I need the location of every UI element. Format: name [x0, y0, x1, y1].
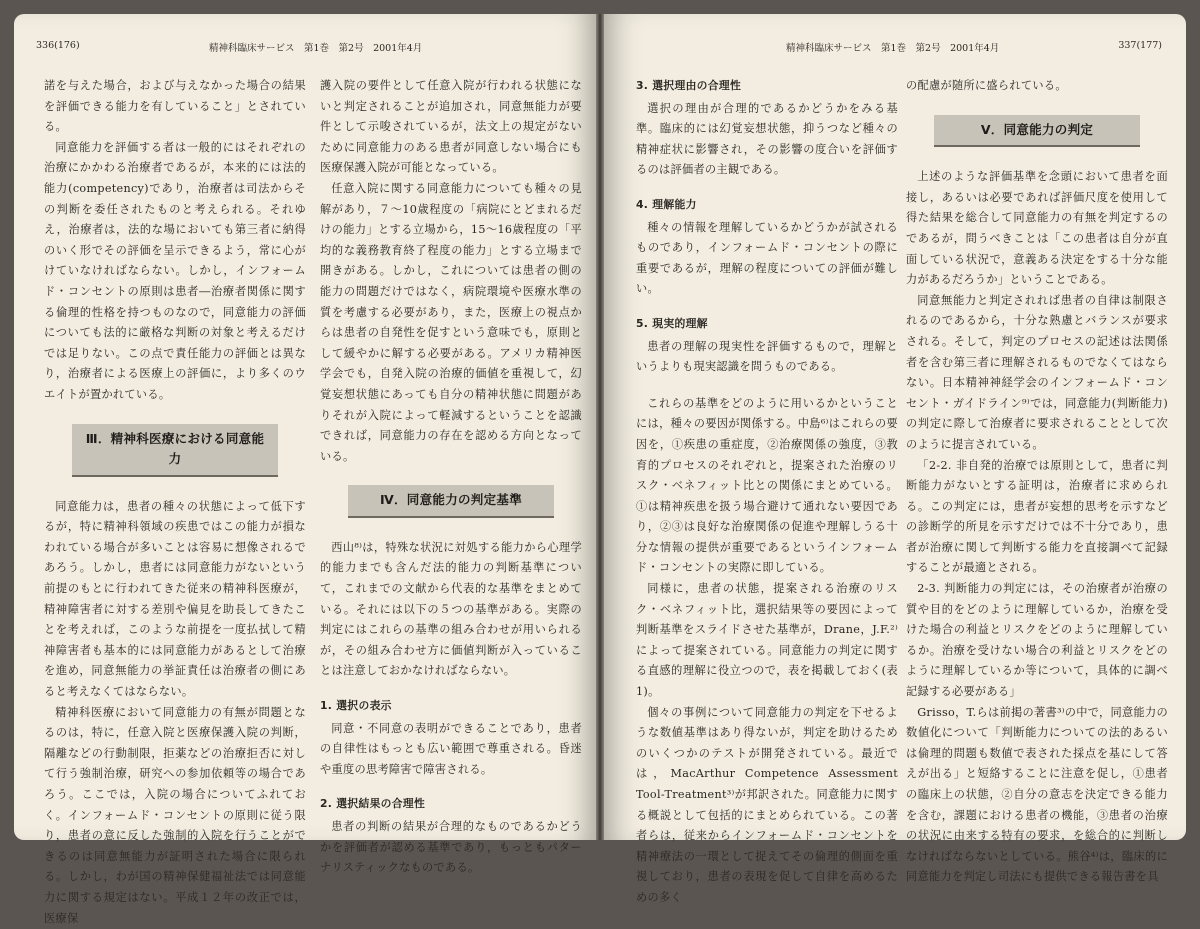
paragraph: 同意・不同意の表明ができることであり，患者の自律性はもっとも広い範囲で尊重される。昏迷や重度の思考障害で障害される。: [320, 721, 582, 776]
text-column-1: [44, 76, 306, 929]
paragraph: 同意無能力と判定されれば患者の自律は制限されるのであるから，十分な熟慮とバランスが要求される。そして，判定のプロセスの記述は法関係者を含む第三者に理解されるものでなくてはならない。日本精神神経学会のインフォームド・コンセント・ガイドライン⁹⁾では，同意能力(判断能力)の判定に際して治療者に要求されることとして次のように提言されている。: [906, 293, 1168, 451]
paragraph-gap: [636, 378, 898, 394]
paragraph: 種々の情報を理解しているかどうかが試されるものであり，インフォームド・コンセントの際に重要であるが，理解の程度についての評価が難しい。: [636, 220, 898, 296]
paragraph: 精神科医療において同意能力の有無が問題となるのは，特に，任意入院と医療保護入院の判断，隔離などの行動制限，拒薬などの治療拒否に対して行う強制治療，研究への参加依頼等の場合であろう。ここでは，入院の場合についてふれておく。インフォームド・コンセントの原則に従う限り，患者の意に反した強制的入院を行うことができるのは同意無能力が証明された場合に限られる。しかし，わが国の精神保健福祉法では同意能力に関する規定はない。平成１２年の改正では，医療保: [44, 705, 306, 925]
paragraph: 西山⁸⁾は，特殊な状況に対処する能力から心理学的能力までも含んだ法的能力の判断基準について，これまでの文献から代表的な基準をまとめている。それには以下の５つの基準がある。実際の判定にはこれらの基準の組み合わせが用いられるが，その組み合わせ方に価値判断が入っていることは注意しておかなければならない。: [320, 540, 582, 678]
paragraph: 護入院の要件として任意入院が行われる状態にないと判定されることが追加され，同意無能力が要件として示唆されているが，法文上の規定がないために同意能力のある患者が同意しない場合にも医療保護入院が可能となっている。: [320, 79, 582, 175]
paragraph: これらの基準をどのように用いるかということには，種々の要因が関係する。中島⁶⁾はこれらの要因を，①疾患の重症度，②治療関係の強度，③教育的プロセスのそれぞれと，提案された治療のリスク・ベネフィット比との関係にまとめている。①は精神疾患を扱う場合避けて通れない要因であり，②③は良好な治療関係の促進や理解しうる十分な情報の提供が重要であるというインフォームド・コンセントの実際に即している。: [636, 396, 898, 575]
paragraph: 上述のような評価基準を念頭において患者を面接し，あるいは必要であれば評価尺度を使用して得た結果を総合して同意能力の有無を判定するのであるが，問うべきことは「この患者は自分が直面している状況で，意義ある決定をする十分な能力があるだろうか」ということである。: [906, 170, 1168, 287]
subsection-heading: 3. 選択理由の合理性: [636, 79, 742, 92]
page-number: 336(176): [36, 40, 80, 51]
text-column-2: [906, 76, 1168, 888]
book-gutter: [596, 14, 604, 840]
paragraph: Grisso，T.らは前掲の著書³⁾の中で，同意能力の数値化について「判断能力についての法的あるいは倫理的問題も数値で表された採点を基にして答えが出る」と短絡することに注意を促し，①患者の臨床上の状態，②自分の意志を決定できる能力を含む，課題における患者の機能，③患者の治療の状況に由来する特有の要求，を総合的に判断しなければならないとしている。熊谷⁴⁾は，臨床的に同意能力を判定し司法にも提供できる報告書を具: [906, 705, 1168, 884]
paragraph: 同意能力は，患者の種々の状態によって低下するが，特に精神科領域の疾患ではこの能力が損なわれている場合が多いことは容易に想像されるであろう。しかし，患者には同意能力がないという前提のもとに行われてきた従来の精神科医療が，精神障害者に対する差別や偏見を助長してきたことを考えれば，このような前提を一度払拭して精神障害者も基本的には同意能力があるとして治療を進め，同意無能力の挙証責任は治療者の側にあると考えなくてはならない。: [44, 499, 306, 699]
subsection-heading: 2. 選択結果の合理性: [320, 797, 426, 811]
subsection-heading: 5. 現実的理解: [636, 316, 708, 330]
subsection-heading: 4. 理解能力: [636, 197, 697, 211]
text-column-1: [636, 76, 898, 909]
paragraph: 2-3. 判断能力の判定には，その治療者が治療の質や目的をどのように理解しているか，治療を受けた場合の利益とリスクをどのように理解しているか。治療を受けない場合の利益とリスクをどのように理解しているか等について，具体的に調べ記録する必要がある」: [906, 582, 1168, 699]
running-header: 精神科臨床サービス 第1巻 第2号 2001年4月: [209, 43, 423, 54]
section-heading: Ⅴ．同意能力の判定: [934, 115, 1140, 148]
paragraph: 個々の事例について同意能力の判定を下せるような数値基準はあり得ないが，判定を助けるためのいくつかのテストが開発されている。最近では，MacArthur Competence Assessment Tool-Treatment³⁾が邦訳された。同意能力に関する概説として包括的にまとめられている。この著者らは，従来からインフォームド・コンセントを精神療法の一環として捉えてその倫理的側面を重視しており，患者の表現を促して自律を高めるための多く: [636, 705, 898, 904]
right-page: [604, 14, 1186, 904]
paragraph: 患者の理解の現実性を評価するもので，理解というよりも現実認識を問うものである。: [636, 339, 898, 374]
paragraph: の配慮が随所に盛られている。: [906, 79, 1067, 92]
subsection-heading: 1. 選択の表示: [320, 699, 392, 713]
paragraph: 同意能力を評価する者は一般的にはそれぞれの治療にかかわる治療者であるが，本来的には法的能力(competency)であり，治療者は司法からその判断を委任されたものと考えられる。それゆえ，治療者は，法的な場においても第三者に納得のいく形でその評価を呈示できるよう，常に心がけていなければならない。しかし，インフォームド・コンセントの原則は患者―治療者関係に関する倫理的性格を持つものなので，同意能力の評価についても法的に厳格な判断の対象と考えるだけでは足りない。この点で責任能力の評価とは異なり，治療者による医療上の評価に，より多くのウエイトが置かれている。: [44, 140, 306, 401]
paragraph: 患者の判断の結果が合理的なものであるかどうかを評価者が認める基準であり，もっともパターナリスティックなものである。: [320, 820, 582, 875]
text-column-2: [320, 76, 582, 879]
paragraph: 諾を与えた場合，および与えなかった場合の結果を評価できる能力を有していること」とされている。: [44, 79, 306, 134]
section-heading: Ⅳ．同意能力の判定基準: [348, 485, 554, 518]
page-number: 337(177): [1118, 40, 1162, 51]
running-header: 精神科臨床サービス 第1巻 第2号 2001年4月: [786, 43, 1000, 54]
paragraph: 選択の理由が合理的であるかどうかをみる基準。臨床的には幻覚妄想状態，抑うつなど種々の精神症状に影響され，その影響の度合いを評価するのは評価者の主観である。: [636, 101, 898, 177]
paragraph: 任意入院に関する同意能力についても種々の見解があり，７～10歳程度の「病院にとどまれるだけの能力」とする立場から，15～16歳程度の「平均的な義務教育終了程度の能力」とする立場まで開きがある。しかし，これについては患者の側の能力の問題だけではなく，病院環境や医療水準の質を考慮する必要があり，また，医療上の視点からは患者の自発性を促すという意味でも，原則として緩やかに解する必要がある。アメリカ精神医学会でも，自発入院の治療的価値を重視して，幻覚妄想状態にあっても自分の精神状態に問題がありそれが入院によって軽減するということを認識できれば，同意能力の存在を認める方向となっている。: [320, 181, 582, 463]
section-heading: Ⅲ．精神科医療における同意能力: [72, 424, 278, 477]
paragraph: 「2-2. 非自発的治療では原則として，患者に判断能力がないとする証明は，治療者に求められる。この判定には，患者が妄想的思考を示すなどの診断学的所見を示すだけでは不十分であり，患者が治療に関して判断する能力を直接調べて記録することが最適とされる。: [906, 458, 1168, 575]
left-page: [14, 14, 596, 925]
paragraph: 同様に，患者の状態，提案される治療のリスク・ベネフィット比，選択結果等の要因によって判断基準をスライドさせた基準が，Drane，J.F.²⁾によって提案されている。同意能力の判定に関する直感的理解に役立つので，表を掲載しておく(表1)。: [636, 582, 898, 699]
